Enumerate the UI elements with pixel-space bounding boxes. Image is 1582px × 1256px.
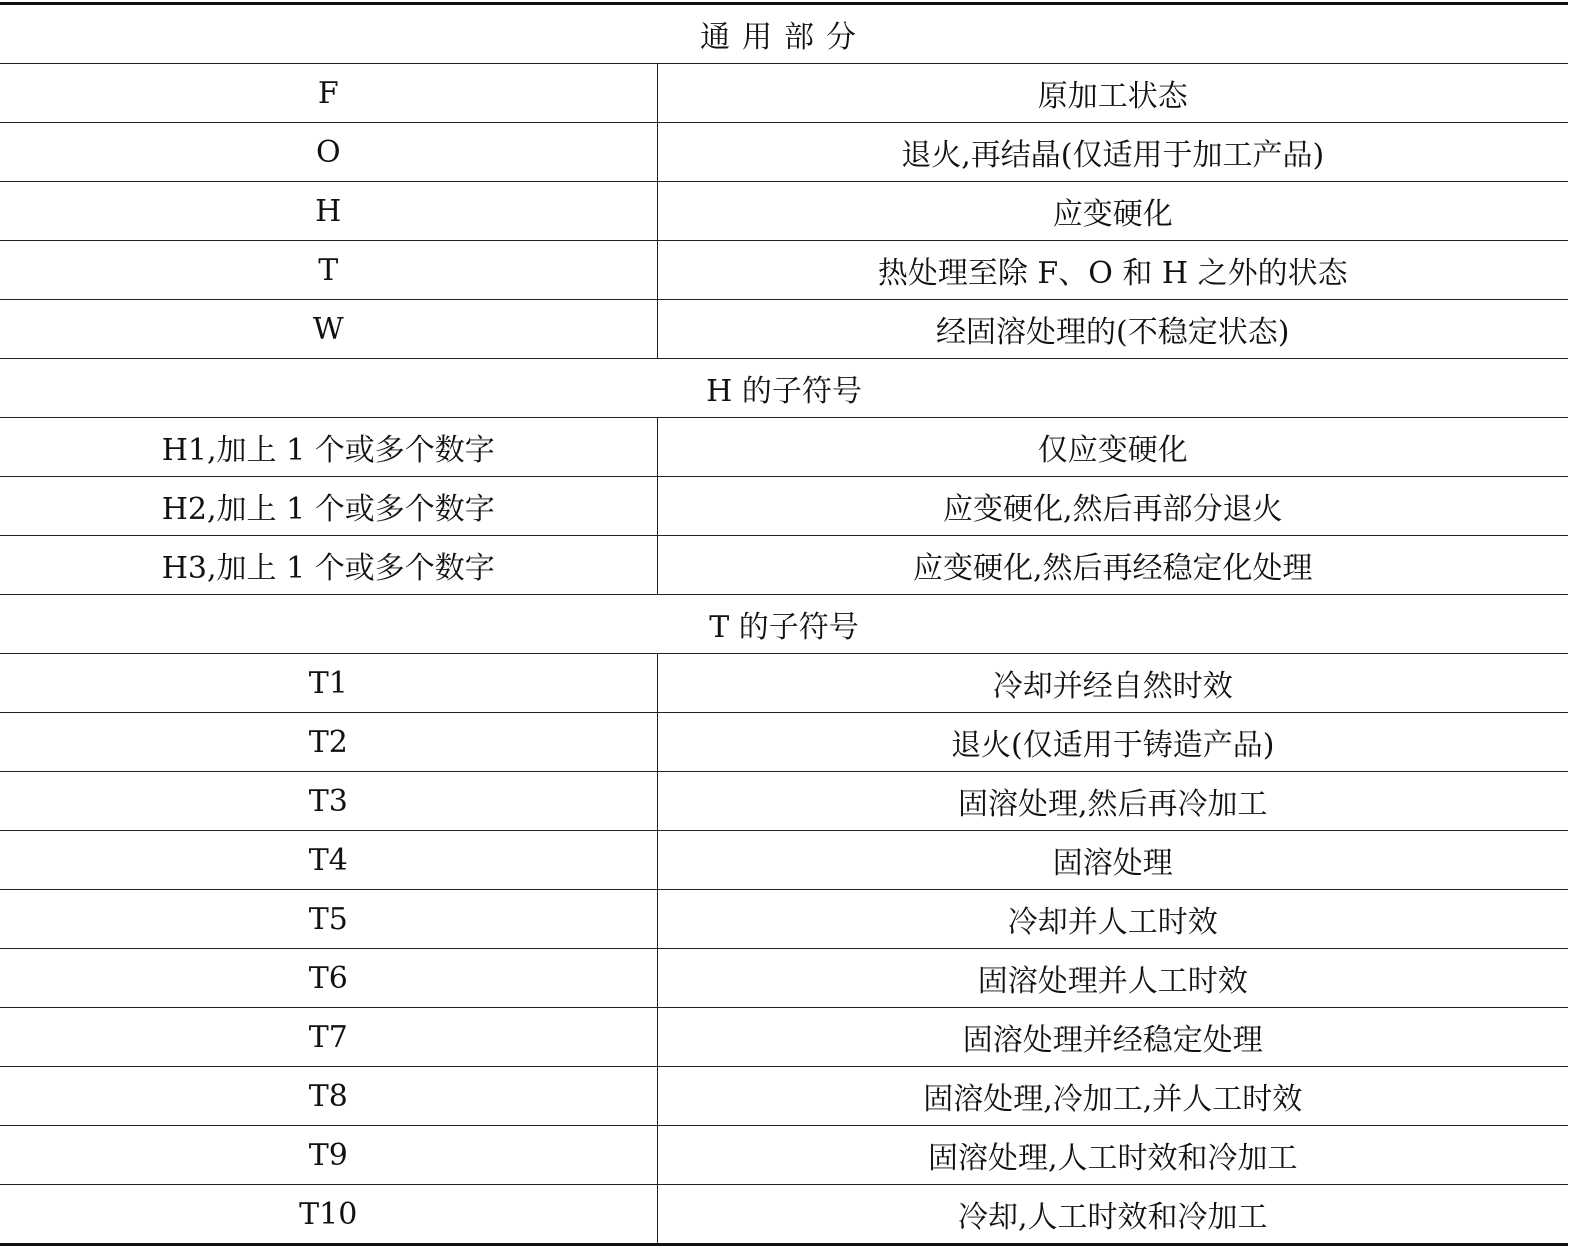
- temper-description-cell: 应变硬化: [657, 182, 1568, 241]
- temper-code-cell: W: [0, 300, 657, 359]
- table-row: [0, 64, 1568, 123]
- temper-code-cell: T4: [0, 831, 657, 890]
- table-row: [0, 831, 1568, 890]
- table-row: [0, 477, 1568, 536]
- table-row: [0, 1126, 1568, 1185]
- temper-description-cell: 冷却并经自然时效: [657, 654, 1568, 713]
- temper-description-cell: 退火(仅适用于铸造产品): [657, 713, 1568, 772]
- temper-code-cell: T10: [0, 1185, 657, 1245]
- table-body: [0, 4, 1568, 1245]
- section-header-row: [0, 4, 1568, 64]
- temper-code-cell: O: [0, 123, 657, 182]
- temper-description-cell: 冷却并人工时效: [657, 890, 1568, 949]
- table-row: [0, 713, 1568, 772]
- section-header-row: [0, 595, 1568, 654]
- temper-code-cell: H1,加上 1 个或多个数字: [0, 418, 657, 477]
- temper-code-cell: T7: [0, 1008, 657, 1067]
- table-row: [0, 890, 1568, 949]
- table-row: [0, 1067, 1568, 1126]
- temper-description-cell: 应变硬化,然后再经稳定化处理: [657, 536, 1568, 595]
- temper-description-cell: 仅应变硬化: [657, 418, 1568, 477]
- section-header-row: [0, 359, 1568, 418]
- temper-description-cell: 固溶处理并人工时效: [657, 949, 1568, 1008]
- table-row: [0, 1008, 1568, 1067]
- temper-description-cell: 原加工状态: [657, 64, 1568, 123]
- table-row: [0, 949, 1568, 1008]
- temper-code-cell: T9: [0, 1126, 657, 1185]
- temper-description-cell: 固溶处理,人工时效和冷加工: [657, 1126, 1568, 1185]
- temper-description-cell: 应变硬化,然后再部分退火: [657, 477, 1568, 536]
- temper-code-cell: H: [0, 182, 657, 241]
- table-row: [0, 300, 1568, 359]
- temper-code-cell: H2,加上 1 个或多个数字: [0, 477, 657, 536]
- temper-code-cell: T2: [0, 713, 657, 772]
- table-row: [0, 123, 1568, 182]
- table-row: [0, 654, 1568, 713]
- temper-description-cell: 冷却,人工时效和冷加工: [657, 1185, 1568, 1245]
- temper-description-cell: 固溶处理,冷加工,并人工时效: [657, 1067, 1568, 1126]
- section-title: 通用部分: [700, 20, 868, 55]
- temper-code-cell: T: [0, 241, 657, 300]
- temper-description-cell: 经固溶处理的(不稳定状态): [657, 300, 1568, 359]
- table-row: [0, 182, 1568, 241]
- temper-code-cell: T5: [0, 890, 657, 949]
- temper-description-cell: 固溶处理,然后再冷加工: [657, 772, 1568, 831]
- table-row: [0, 536, 1568, 595]
- temper-code-cell: T1: [0, 654, 657, 713]
- temper-code-cell: T3: [0, 772, 657, 831]
- table-row: [0, 418, 1568, 477]
- table-row: [0, 1185, 1568, 1245]
- section-title: H 的子符号: [0, 359, 1568, 418]
- temper-designation-table: [0, 2, 1568, 1246]
- temper-code-cell: T8: [0, 1067, 657, 1126]
- temper-code-cell: H3,加上 1 个或多个数字: [0, 536, 657, 595]
- table-row: [0, 241, 1568, 300]
- table-row: [0, 772, 1568, 831]
- section-title: T 的子符号: [0, 595, 1568, 654]
- temper-description-cell: 固溶处理: [657, 831, 1568, 890]
- temper-description-cell: 热处理至除 F、O 和 H 之外的状态: [657, 241, 1568, 300]
- temper-code-cell: T6: [0, 949, 657, 1008]
- temper-description-cell: 固溶处理并经稳定处理: [657, 1008, 1568, 1067]
- temper-code-cell: F: [0, 64, 657, 123]
- temper-description-cell: 退火,再结晶(仅适用于加工产品): [657, 123, 1568, 182]
